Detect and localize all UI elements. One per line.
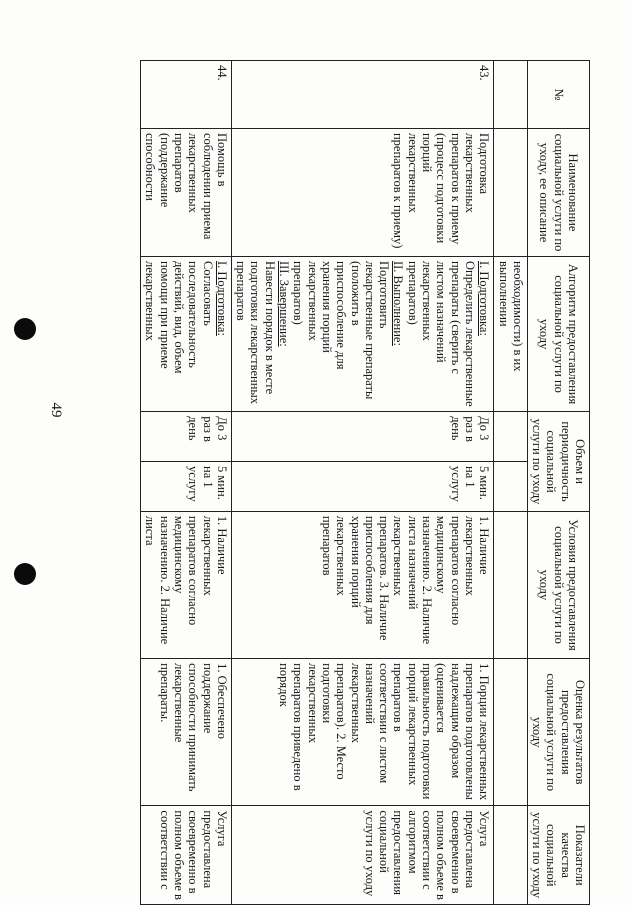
volume-frequency: До 3 раз в день xyxy=(231,412,493,462)
service-assessment: 1. Порции лекарственных препаратов подготовлены надлежащим образом (оценивается правильность подготовки порций лекарственных препаратов в соответствии с листом назначений лекарственных препаратов). 2. Место подготовки лекарственных препаратов приведено в порядок xyxy=(231,659,493,806)
service-name: Подготовка лекарственных препаратов к приему (процесс подготовки порций лекарственных препаратов к приему) xyxy=(231,128,493,256)
quality-indicators: Услуга предоставлена своевременно в полном объеме в соответствии с xyxy=(140,806,231,905)
algorithm-step-heading: I. Подготовка: xyxy=(477,260,492,336)
algorithm-step-text: Навести порядок в месте подготовки лекарственных препаратов xyxy=(234,260,277,405)
continuation-row xyxy=(494,61,528,905)
rotated-table-wrapper xyxy=(60,60,590,905)
punch-hole-top xyxy=(14,318,36,340)
header-algorithm: Алгоритм предоставления социальной услуги по уходу xyxy=(527,256,589,411)
service-assessment: 1. Обеспечено поддержание способности принимать лекарственные препараты. xyxy=(140,659,231,806)
row-number: 43. xyxy=(231,61,493,129)
header-indicators: Показатели качества социальной услуги по уходу xyxy=(527,806,589,905)
quality-indicators: Услуга предоставлена своевременно в полном объеме в соответствии с алгоритмом предоставления социальной услуги по уходу xyxy=(231,806,493,905)
service-algorithm xyxy=(140,256,231,411)
row-number: 44. xyxy=(140,61,231,129)
algorithm-step-text: Подготовить лекарственные препараты (положить в приспособление для хранения порций лекарственных препаратов) xyxy=(291,260,392,400)
algorithm-step-heading: I. Подготовка: xyxy=(214,260,229,336)
header-assessment: Оценка результатов предоставления социальной услуги по уходу xyxy=(527,659,589,806)
header-conditions: Условия предоставления социальной услуги по уходу xyxy=(527,511,589,658)
volume-frequency: До 3 раз в день xyxy=(140,412,231,462)
service-name: Помощь в соблюдении приема лекарственных препаратов (поддержание способности xyxy=(140,128,231,256)
volume-time: 5 мин. на 1 услугу xyxy=(140,462,231,512)
header-volume: Объем и периодичность социальной услуги по уходу xyxy=(527,412,589,512)
page-number: 49 xyxy=(48,402,64,418)
algorithm-step-heading: II. Выполнение: xyxy=(391,260,406,346)
header-row xyxy=(527,61,589,905)
volume-time: 5 мин. на 1 услугу xyxy=(231,462,493,512)
table-row xyxy=(140,61,231,905)
header-name: Наименование социальной услуги по уходу, ее описание xyxy=(527,128,589,256)
algorithm-step-heading: III. Завершение: xyxy=(277,260,292,347)
services-table xyxy=(140,60,590,905)
punch-hole-bottom xyxy=(14,563,36,585)
algorithm-step-text: Определить лекарственные препараты (сверить с листом назначений лекарственных препаратов) xyxy=(405,260,477,407)
table-row xyxy=(231,61,493,905)
header-num: № xyxy=(527,61,589,129)
algorithm-continuation: необходимости) в их выполнении xyxy=(494,256,528,411)
service-conditions: 1. Наличие лекарственных препаратов согласно медицинскому назначению. 2. Наличие листа назначений лекарственных препаратов. 3. Наличие приспособления для хранения порций лекарственных препаратов xyxy=(231,511,493,658)
algorithm-step-text: Согласовать последовательность действий, вид, объем помощи при приеме лекарственных xyxy=(143,260,215,374)
service-conditions: 1. Наличие лекарственных препаратов согласно медицинскому назначению. 2. Наличие листа xyxy=(140,511,231,658)
service-algorithm xyxy=(231,256,493,411)
